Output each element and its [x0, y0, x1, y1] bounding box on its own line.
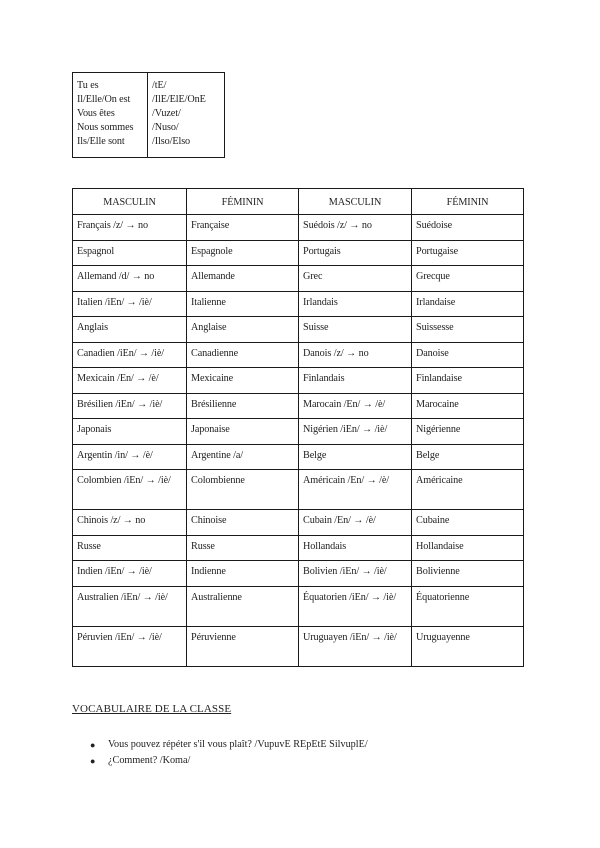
table-cell: Finlandaise — [412, 368, 524, 394]
bullet-icon: ● — [90, 740, 96, 750]
vocabulary-list — [90, 737, 368, 769]
table-cell: Argentine /a/ — [187, 444, 299, 470]
vocabulary-phrase: ¿Comment? /Koma/ — [108, 755, 191, 766]
table-cell: Italien /iEn/ → /iè/ — [73, 291, 187, 317]
table-row — [73, 240, 524, 266]
table-row — [73, 626, 524, 666]
table-cell: Uruguayen /iEn/ → /iè/ — [299, 626, 412, 666]
pronoun-table — [72, 72, 225, 158]
table-row — [73, 419, 524, 445]
table-cell: Brésilienne — [187, 393, 299, 419]
table-row — [73, 535, 524, 561]
column-header: FÉMININ — [412, 189, 524, 215]
table-row — [73, 368, 524, 394]
table-row — [73, 291, 524, 317]
table-cell: Australien /iEn/ → /iè/ — [73, 586, 187, 626]
table-cell: Hollandaise — [412, 535, 524, 561]
table-cell: Irlandaise — [412, 291, 524, 317]
table-cell: Indien /iEn/ → /iè/ — [73, 561, 187, 587]
table-cell: Américaine — [412, 470, 524, 510]
table-cell: Japonais — [73, 419, 187, 445]
list-item — [90, 737, 368, 753]
table-cell: Marocain /En/ → /è/ — [299, 393, 412, 419]
table-row — [73, 215, 524, 241]
subject-text: Il/Elle/On est — [77, 94, 131, 105]
table-cell: Cubaine — [412, 510, 524, 536]
subject-text: Vous êtes — [77, 108, 115, 119]
table-cell: Colombienne — [187, 470, 299, 510]
table-cell: Espagnole — [187, 240, 299, 266]
table-cell: Canadienne — [187, 342, 299, 368]
table-cell: Nigérienne — [412, 419, 524, 445]
table-cell: Portugaise — [412, 240, 524, 266]
column-header: FÉMININ — [187, 189, 299, 215]
subject-text: Nous sommes — [77, 122, 134, 133]
table-cell: Australienne — [187, 586, 299, 626]
table-cell: Italienne — [187, 291, 299, 317]
table-row — [73, 266, 524, 292]
table-cell: Finlandais — [299, 368, 412, 394]
table-row — [73, 510, 524, 536]
table-cell: Danoise — [412, 342, 524, 368]
table-row — [73, 470, 524, 510]
table-cell: Belge — [299, 444, 412, 470]
table-cell: Belge — [412, 444, 524, 470]
table-cell: Brésilien /iEn/ → /iè/ — [73, 393, 187, 419]
table-cell: Indienne — [187, 561, 299, 587]
table-cell: Suédois /z/ → no — [299, 215, 412, 241]
table-cell: Américain /En/ → /è/ — [299, 470, 412, 510]
table-cell: Argentin /in/ → /è/ — [73, 444, 187, 470]
table-cell: Allemande — [187, 266, 299, 292]
column-header: MASCULIN — [299, 189, 412, 215]
table-cell: Canadien /iEn/ → /iè/ — [73, 342, 187, 368]
table-cell: Espagnol — [73, 240, 187, 266]
table-cell: Chinoise — [187, 510, 299, 536]
pronunciation-text: /tE/ — [152, 80, 167, 91]
table-cell: Anglais — [73, 317, 187, 343]
pronunciation-column — [148, 73, 224, 157]
table-cell: Danois /z/ → no — [299, 342, 412, 368]
table-cell: Équatorienne — [412, 586, 524, 626]
vocabulary-phrase: Vous pouvez répéter s'il vous plaît? /VupuvE REpEtE SilvuplE/ — [108, 739, 368, 750]
table-cell: Anglaise — [187, 317, 299, 343]
table-cell: Péruvien /iEn/ → /iè/ — [73, 626, 187, 666]
table-row — [73, 444, 524, 470]
table-cell: Bolivienne — [412, 561, 524, 587]
table-cell: Française — [187, 215, 299, 241]
table-cell: Irlandais — [299, 291, 412, 317]
pronunciation-text: /Vuzet/ — [152, 108, 181, 119]
subject-column — [73, 73, 148, 157]
subject-text: Tu es — [77, 80, 99, 91]
table-row — [73, 586, 524, 626]
table-cell: Nigérien /iEn/ → /iè/ — [299, 419, 412, 445]
table-cell: Suédoise — [412, 215, 524, 241]
pronunciation-text: /Ilso/Elso — [152, 136, 191, 147]
bullet-icon: ● — [90, 756, 96, 766]
table-cell: Suisse — [299, 317, 412, 343]
table-cell: Chinois /z/ → no — [73, 510, 187, 536]
table-cell: Hollandais — [299, 535, 412, 561]
vocabulary-heading: VOCABULAIRE DE LA CLASSE — [72, 703, 232, 715]
table-cell: Français /z/ → no — [73, 215, 187, 241]
nationality-table — [72, 188, 524, 667]
table-cell: Équatorien /iEn/ → /iè/ — [299, 586, 412, 626]
table-cell: Mexicaine — [187, 368, 299, 394]
table-cell: Portugais — [299, 240, 412, 266]
table-cell: Suissesse — [412, 317, 524, 343]
table-cell: Péruvienne — [187, 626, 299, 666]
table-row — [73, 561, 524, 587]
list-item — [90, 753, 368, 769]
table-cell: Grec — [299, 266, 412, 292]
column-header: MASCULIN — [73, 189, 187, 215]
table-cell: Bolivien /iEn/ → /iè/ — [299, 561, 412, 587]
table-cell: Allemand /d/ → no — [73, 266, 187, 292]
table-cell: Marocaine — [412, 393, 524, 419]
table-cell: Japonaise — [187, 419, 299, 445]
subject-text: Ils/Elle sont — [77, 136, 125, 147]
table-cell: Russe — [73, 535, 187, 561]
table-cell: Russe — [187, 535, 299, 561]
table-row — [73, 317, 524, 343]
table-cell: Uruguayenne — [412, 626, 524, 666]
table-row — [73, 342, 524, 368]
table-cell: Cubain /En/ → /è/ — [299, 510, 412, 536]
header-row — [73, 189, 524, 215]
table-cell: Grecque — [412, 266, 524, 292]
pronunciation-text: /Nuso/ — [152, 122, 179, 133]
pronunciation-text: /IlE/ElE/OnE — [152, 94, 206, 105]
table-row — [73, 393, 524, 419]
table-cell: Mexicain /En/ → /è/ — [73, 368, 187, 394]
table-cell: Colombien /iEn/ → /iè/ — [73, 470, 187, 510]
